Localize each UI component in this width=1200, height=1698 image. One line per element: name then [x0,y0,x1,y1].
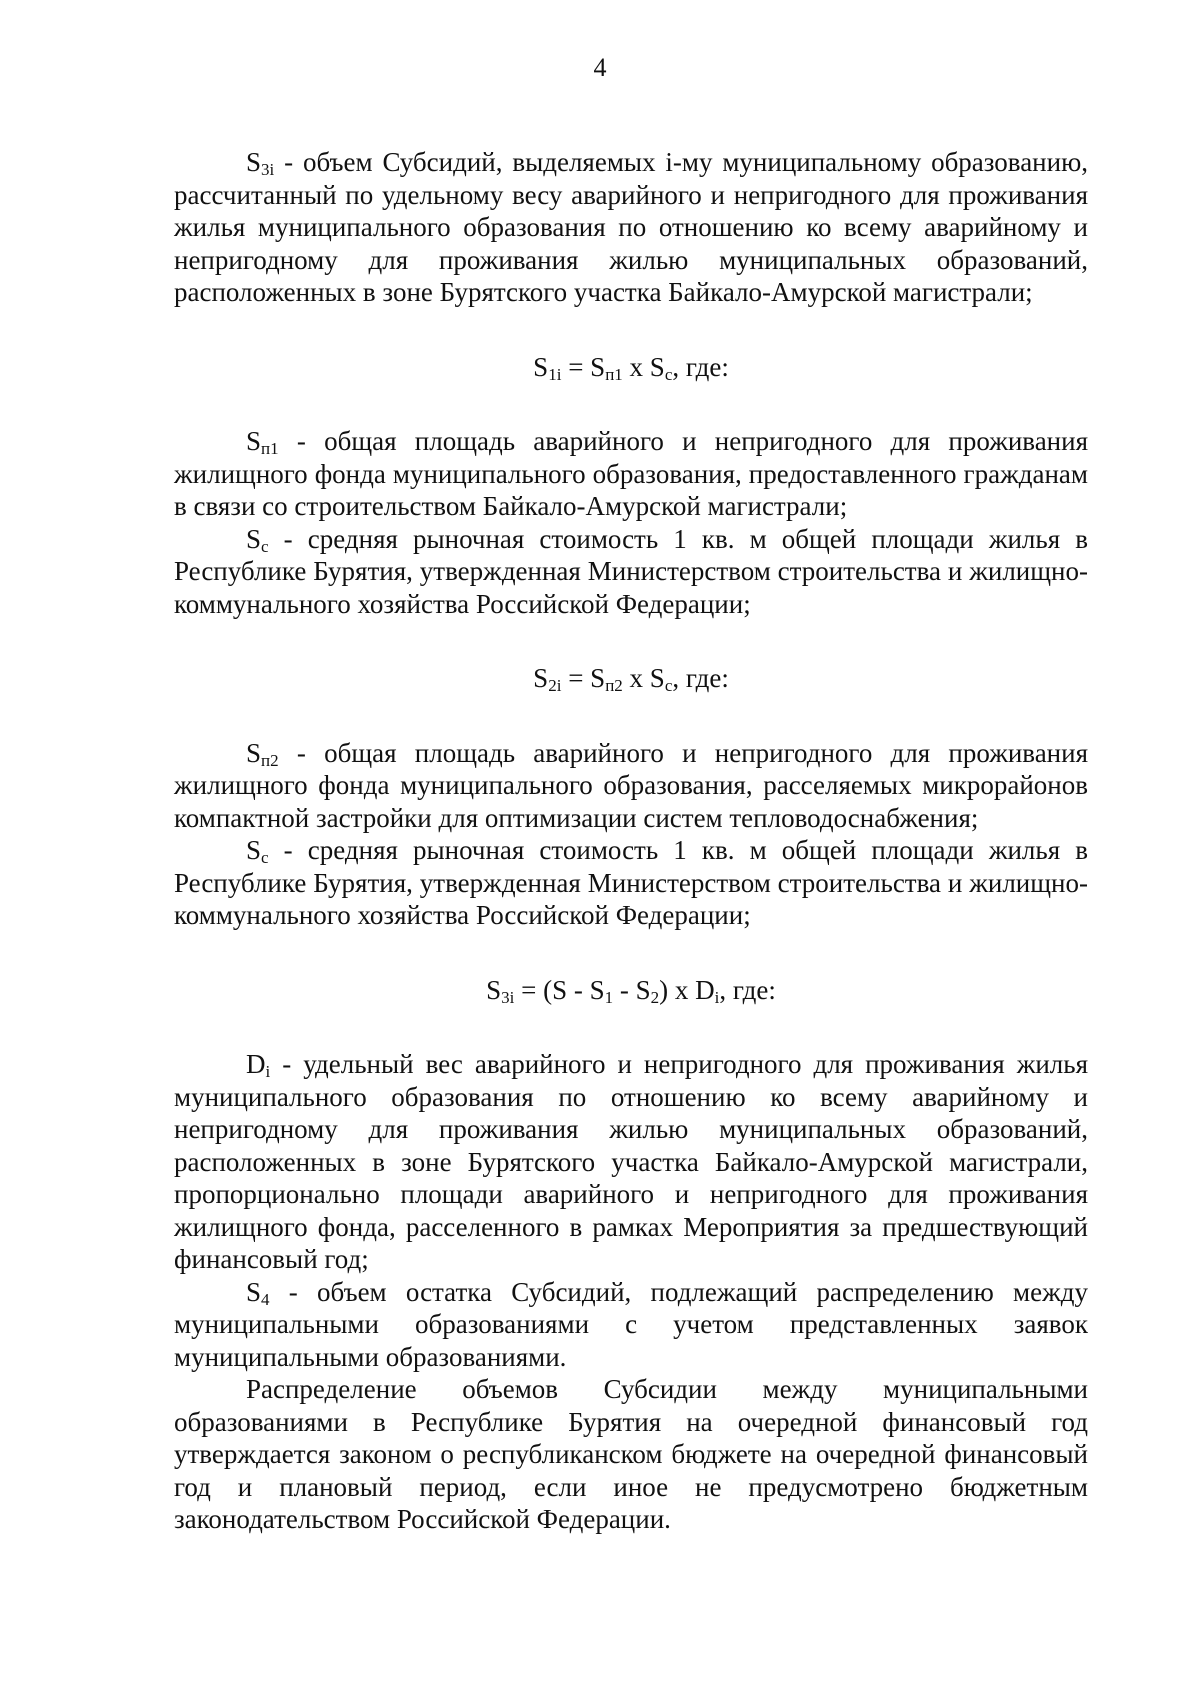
text-run: = (S - S [514,974,605,1005]
subscript-text: i [265,1062,271,1081]
text-run: , где: [719,974,776,1005]
text-run: = S [561,351,606,382]
text-run: x S [622,351,665,382]
text-run: - средняя рыночная стоимость 1 кв. м общей площади жилья в Республике Бурятия, утвержденная Министерством строительства и жилищно-коммунального хозяйства Российской Федерации; [174,835,1088,930]
text-run: S [246,426,262,456]
text-run: - объем остатка Субсидий, подлежащий распределению между муниципальными образованиями с учетом представленных заявок муниципальными образованиями. [174,1276,1088,1372]
subscript-text: i [714,987,720,1007]
text-run: S [533,663,549,693]
subscript-text: п1 [605,364,623,384]
text-run: Распределение объемов Субсидии между муниципальными образованиями в Республике Бурятия на очередной финансовый год утверждается законом о республиканском бюджете на очередной финансовый год и плановый период, если иное не предусмотрено бюджетным законодательством Российской Федерации. [174,1374,1088,1534]
text-run: S [246,737,262,768]
body-paragraph [174,834,1088,932]
body-paragraph [174,737,1088,835]
body-paragraph [174,1048,1088,1276]
paragraph-spacer [174,1006,1088,1048]
text-run: ) x D [659,974,715,1005]
subscript-text: 4 [261,1289,270,1309]
paragraph-spacer [174,932,1088,974]
page-number: 4 [593,53,607,82]
subscript-text: c [261,536,269,556]
subscript-text: п2 [261,750,279,770]
paragraph-spacer [174,620,1088,662]
document-body [174,146,1088,1536]
text-run: - общая площадь аварийного и непригодного для проживания жилищного фонда муниципального образования, предоставленного гражданам в связи со строительством Байкало-Амурской магистрали; [174,426,1088,521]
text-run: - S [613,974,651,1005]
subscript-text: 3i [501,987,515,1007]
text-run: - общая площадь аварийного и непригодного для проживания жилищного фонда муниципального образования, расселяемых микрорайонов компактной застройки для оптимизации систем тепловодоснабжения; [174,737,1088,833]
subscript-text: c [664,364,673,384]
subscript-text: 2 [650,987,660,1007]
subscript-text: 2i [548,676,562,695]
paragraph-spacer [174,309,1088,351]
paragraph-spacer [174,383,1088,425]
text-run: - объем Субсидий, выделяемых i-му муниципальному образованию, рассчитанный по удельному весу аварийного и непригодного для проживания жилья муниципального образования по отношению ко всему аварийному и непригодному для проживания жилью муниципальных образований, расположенных в зоне Бурятского участка Байкало-Амурской магистрали; [174,147,1088,307]
text-run: = S [561,663,606,693]
text-run: D [246,1049,266,1079]
body-paragraph [174,146,1088,309]
text-run: S [246,835,262,865]
text-run: S [246,523,262,554]
text-run: S [486,974,502,1005]
body-paragraph [174,1373,1088,1536]
subscript-text: c [664,676,673,695]
paragraph-spacer [174,695,1088,737]
text-run: S [533,351,549,382]
text-run: , где: [672,663,729,693]
text-run: x S [622,663,665,693]
formula-line [174,351,1088,384]
text-run: S [246,147,262,177]
text-run: S [246,1276,262,1307]
body-paragraph [174,523,1088,621]
text-run: - средняя рыночная стоимость 1 кв. м общей площади жилья в Республике Бурятия, утвержденная Министерством строительства и жилищно-коммунального хозяйства Российской Федерации; [174,523,1088,619]
subscript-text: п2 [605,676,623,695]
formula-line [174,662,1088,695]
subscript-text: 1i [548,364,562,384]
text-run: , где: [672,351,729,382]
body-paragraph [174,425,1088,523]
subscript-text: 1 [604,987,614,1007]
text-run: - удельный вес аварийного и непригодного для проживания жилья муниципального образования по отношению ко всему аварийному и непригодному для проживания жилью муниципальных образований, расположенных в зоне Бурятского участка Байкало-Амурской магистрали, пропорционально площади аварийного и непригодного для проживания жилищного фонда, расселенного в рамках Мероприятия за предшествующий финансовый год; [174,1049,1088,1274]
subscript-text: c [261,848,269,867]
body-paragraph [174,1276,1088,1374]
subscript-text: п1 [261,439,279,458]
formula-line [174,974,1088,1007]
subscript-text: 3i [261,160,275,179]
